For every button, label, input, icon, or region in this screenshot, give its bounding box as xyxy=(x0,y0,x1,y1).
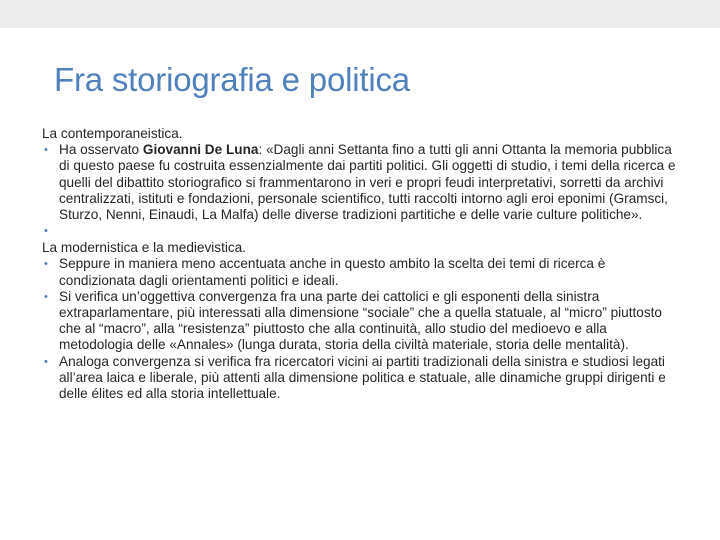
bullet-prefix: Ha osservato xyxy=(59,142,143,158)
bullet-item xyxy=(42,289,682,354)
bullet-icon: • xyxy=(44,225,48,238)
bullet-text: Analoga convergenza si verifica fra ricercatori vicini ai partiti tradizionali della sinistra e studiosi legati all’area laica e liberale, più attenti alla dimensione politica e statuale, alle dinamiche gruppi dirigenti e delle élites ed alla storia intellettuale. xyxy=(59,353,666,402)
bullet-item xyxy=(42,256,682,288)
bullet-icon: • xyxy=(44,290,48,303)
section-heading-modernistica: La modernistica e la medievistica. xyxy=(42,240,246,256)
top-bar xyxy=(0,0,720,28)
section-heading-contemporaneistica: La contemporaneistica. xyxy=(42,126,183,141)
bullet-text: Seppure in maniera meno accentuata anche in questo ambito la scelta dei temi di ricerca è condizionata dagli orientamenti politici e ideali. xyxy=(59,256,606,288)
slide-title: Fra storiografia e politica xyxy=(54,61,410,98)
slide-body xyxy=(42,126,682,402)
empty-bullet xyxy=(42,223,682,240)
quote-text: : «Dagli anni Settanta fino a tutti gli anni Ottanta la memoria pubblica di questo paese fu costruita essenzialmente dai partiti politici. Gli oggetti di studio, i temi della ricerca e quelli del dibattito storiografico si frammentarono in veri e propri feudi interpretativi, sorretti da archivi centralizzati, istituti e fondazioni, personale scientifico, tutti raccolti intorno agli eroi eponimi (Gramsci, Sturzo, Nenni, Einaudi, La Malfa) delle diverse tradizioni partitiche e delle varie culture politiche». xyxy=(59,142,676,223)
bullet-text: Si verifica un’oggettiva convergenza fra una parte dei cattolici e gli esponenti della sinistra extraparlamentare, più interessati alla dimensione “sociale” che a quella statuale, al “micro” piuttosto che al “macro”, alla “resistenza” piuttosto che alla continuità, allo studio del medioevo e alla metodologia delle «Annales» (lunga durata, storia della civiltà materiale, storia delle mentalità). xyxy=(59,288,662,353)
bullet-item xyxy=(42,354,682,403)
bullet-icon: • xyxy=(44,144,48,157)
author-name: Giovanni De Luna xyxy=(142,142,259,158)
bullet-de-luna xyxy=(42,142,682,223)
bullet-icon: • xyxy=(44,355,48,368)
bullet-icon: • xyxy=(44,258,48,271)
